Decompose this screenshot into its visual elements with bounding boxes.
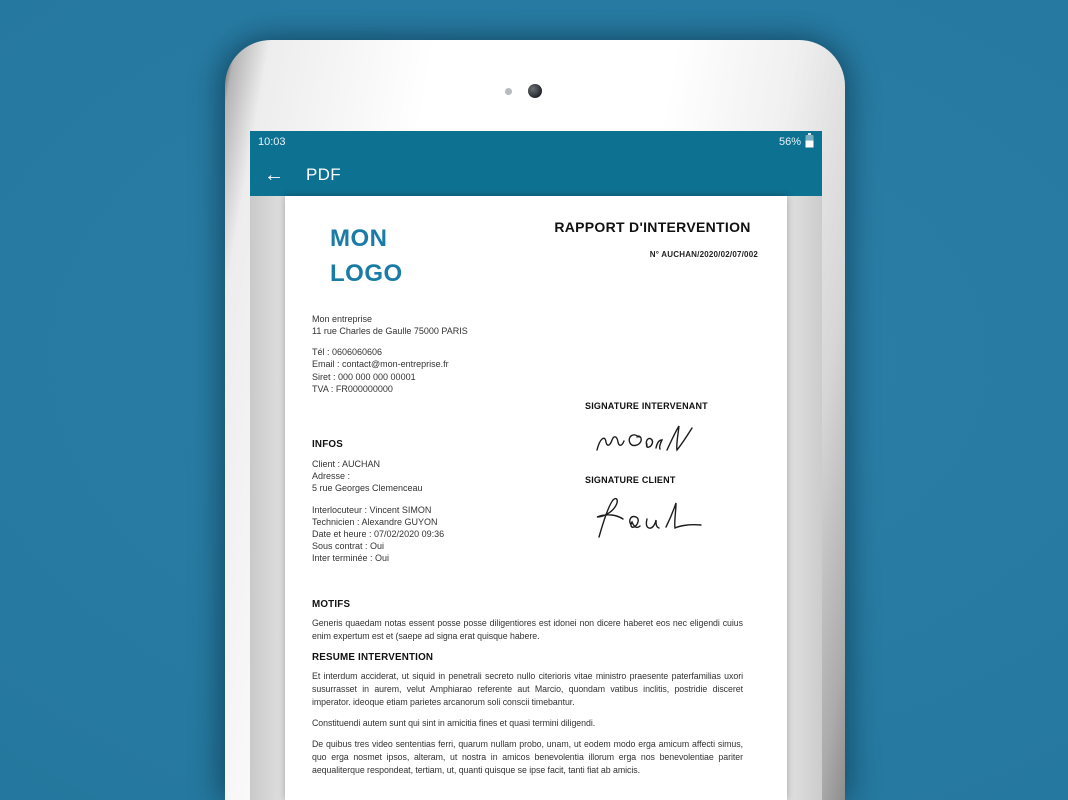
app-title: PDF xyxy=(306,164,341,184)
pdf-page xyxy=(285,196,787,800)
status-bar xyxy=(250,131,822,153)
infos-address-label: Adresse : xyxy=(312,471,351,481)
infos-section xyxy=(312,439,444,564)
report-reference: N° AUCHAN/2020/02/07/002 xyxy=(649,250,758,259)
infos-interlocuteur: Interlocuteur : Vincent SIMON xyxy=(312,505,432,515)
signature-client-heading: SIGNATURE CLIENT xyxy=(585,475,676,485)
company-info-block xyxy=(312,313,468,395)
app-bar xyxy=(250,153,822,196)
battery-icon xyxy=(805,133,814,151)
signature-intervenant-heading: SIGNATURE INTERVENANT xyxy=(585,401,708,411)
front-camera-icon xyxy=(528,84,542,98)
motifs-heading: MOTIFS xyxy=(312,599,351,610)
logo-line-2: LOGO xyxy=(330,260,403,287)
resume-paragraph: Constituendi autem sunt qui sint in amicitia fines et quasi termini diligendi. xyxy=(312,718,596,728)
signatures-column xyxy=(585,401,765,549)
tablet-device xyxy=(225,40,845,800)
tablet-screen xyxy=(250,131,822,800)
signature-intervenant-image xyxy=(593,417,713,463)
company-siret: Siret : 000 000 000 00001 xyxy=(312,371,416,382)
resume-paragraph: Et interdum acciderat, ut siquid in penetrali secreto nullo citerioris vitae ministro praesente paterfamilias uxori susurrasset in aurem, velut Amphiarao referente aut Marcio, quondam vatibus inclitis, postridie disceret imperator. ideoque etiam parietes arcanorum soli conscii timebantur. xyxy=(312,671,743,707)
resume-paragraph: De quibus tres video sententias ferri, quarum nullam probo, unam, ut eodem modo erga amicum affecti simus, quo erga nosmet ipsos, alteram, ut nostra in amicos benevolentia illorum erga nos benevolentiae pariter aequaliterque respondeat, tertiam, ut, quanti quisque se ipse facit, tanti fiat ab amicis. xyxy=(312,739,743,775)
report-title-block xyxy=(547,219,758,259)
infos-date-heure: Date et heure : 07/02/2020 09:36 xyxy=(312,529,445,539)
resume-section xyxy=(312,652,743,777)
status-time: 10:03 xyxy=(258,136,286,148)
infos-sous-contrat: Sous contrat : Oui xyxy=(312,541,385,551)
infos-inter-terminee: Inter terminée : Oui xyxy=(312,553,390,563)
infos-client: Client : AUCHAN xyxy=(312,459,381,469)
resume-heading: RESUME INTERVENTION xyxy=(312,652,434,663)
battery-percent: 56% xyxy=(778,136,801,148)
company-address: 11 rue Charles de Gaulle 75000 PARIS xyxy=(312,326,468,337)
infos-technicien: Technicien : Alexandre GUYON xyxy=(312,517,438,527)
report-title: RAPPORT D'INTERVENTION xyxy=(554,219,751,235)
company-tva: TVA : FR000000000 xyxy=(312,384,393,395)
infos-heading: INFOS xyxy=(312,439,343,450)
motifs-section xyxy=(312,599,743,643)
infos-address: 5 rue Georges Clemenceau xyxy=(312,483,423,493)
company-logo xyxy=(330,221,403,291)
logo-line-1: MON xyxy=(330,225,388,252)
company-phone: Tél : 0606060606 xyxy=(312,346,383,357)
document-viewer[interactable] xyxy=(250,196,822,800)
back-arrow-icon[interactable]: ← xyxy=(264,163,284,186)
signature-client-image xyxy=(585,491,715,549)
motifs-text: Generis quaedam notas essent posse posse diligentiores est idonei non dicere haberet eos nec eligendi cuius enim expertum est et (saepe ad signa erat quisque habere. xyxy=(312,618,743,641)
company-name: Mon entreprise xyxy=(312,314,373,324)
company-email: Email : contact@mon-entreprise.fr xyxy=(312,359,449,370)
ambient-sensor-icon xyxy=(505,88,512,95)
